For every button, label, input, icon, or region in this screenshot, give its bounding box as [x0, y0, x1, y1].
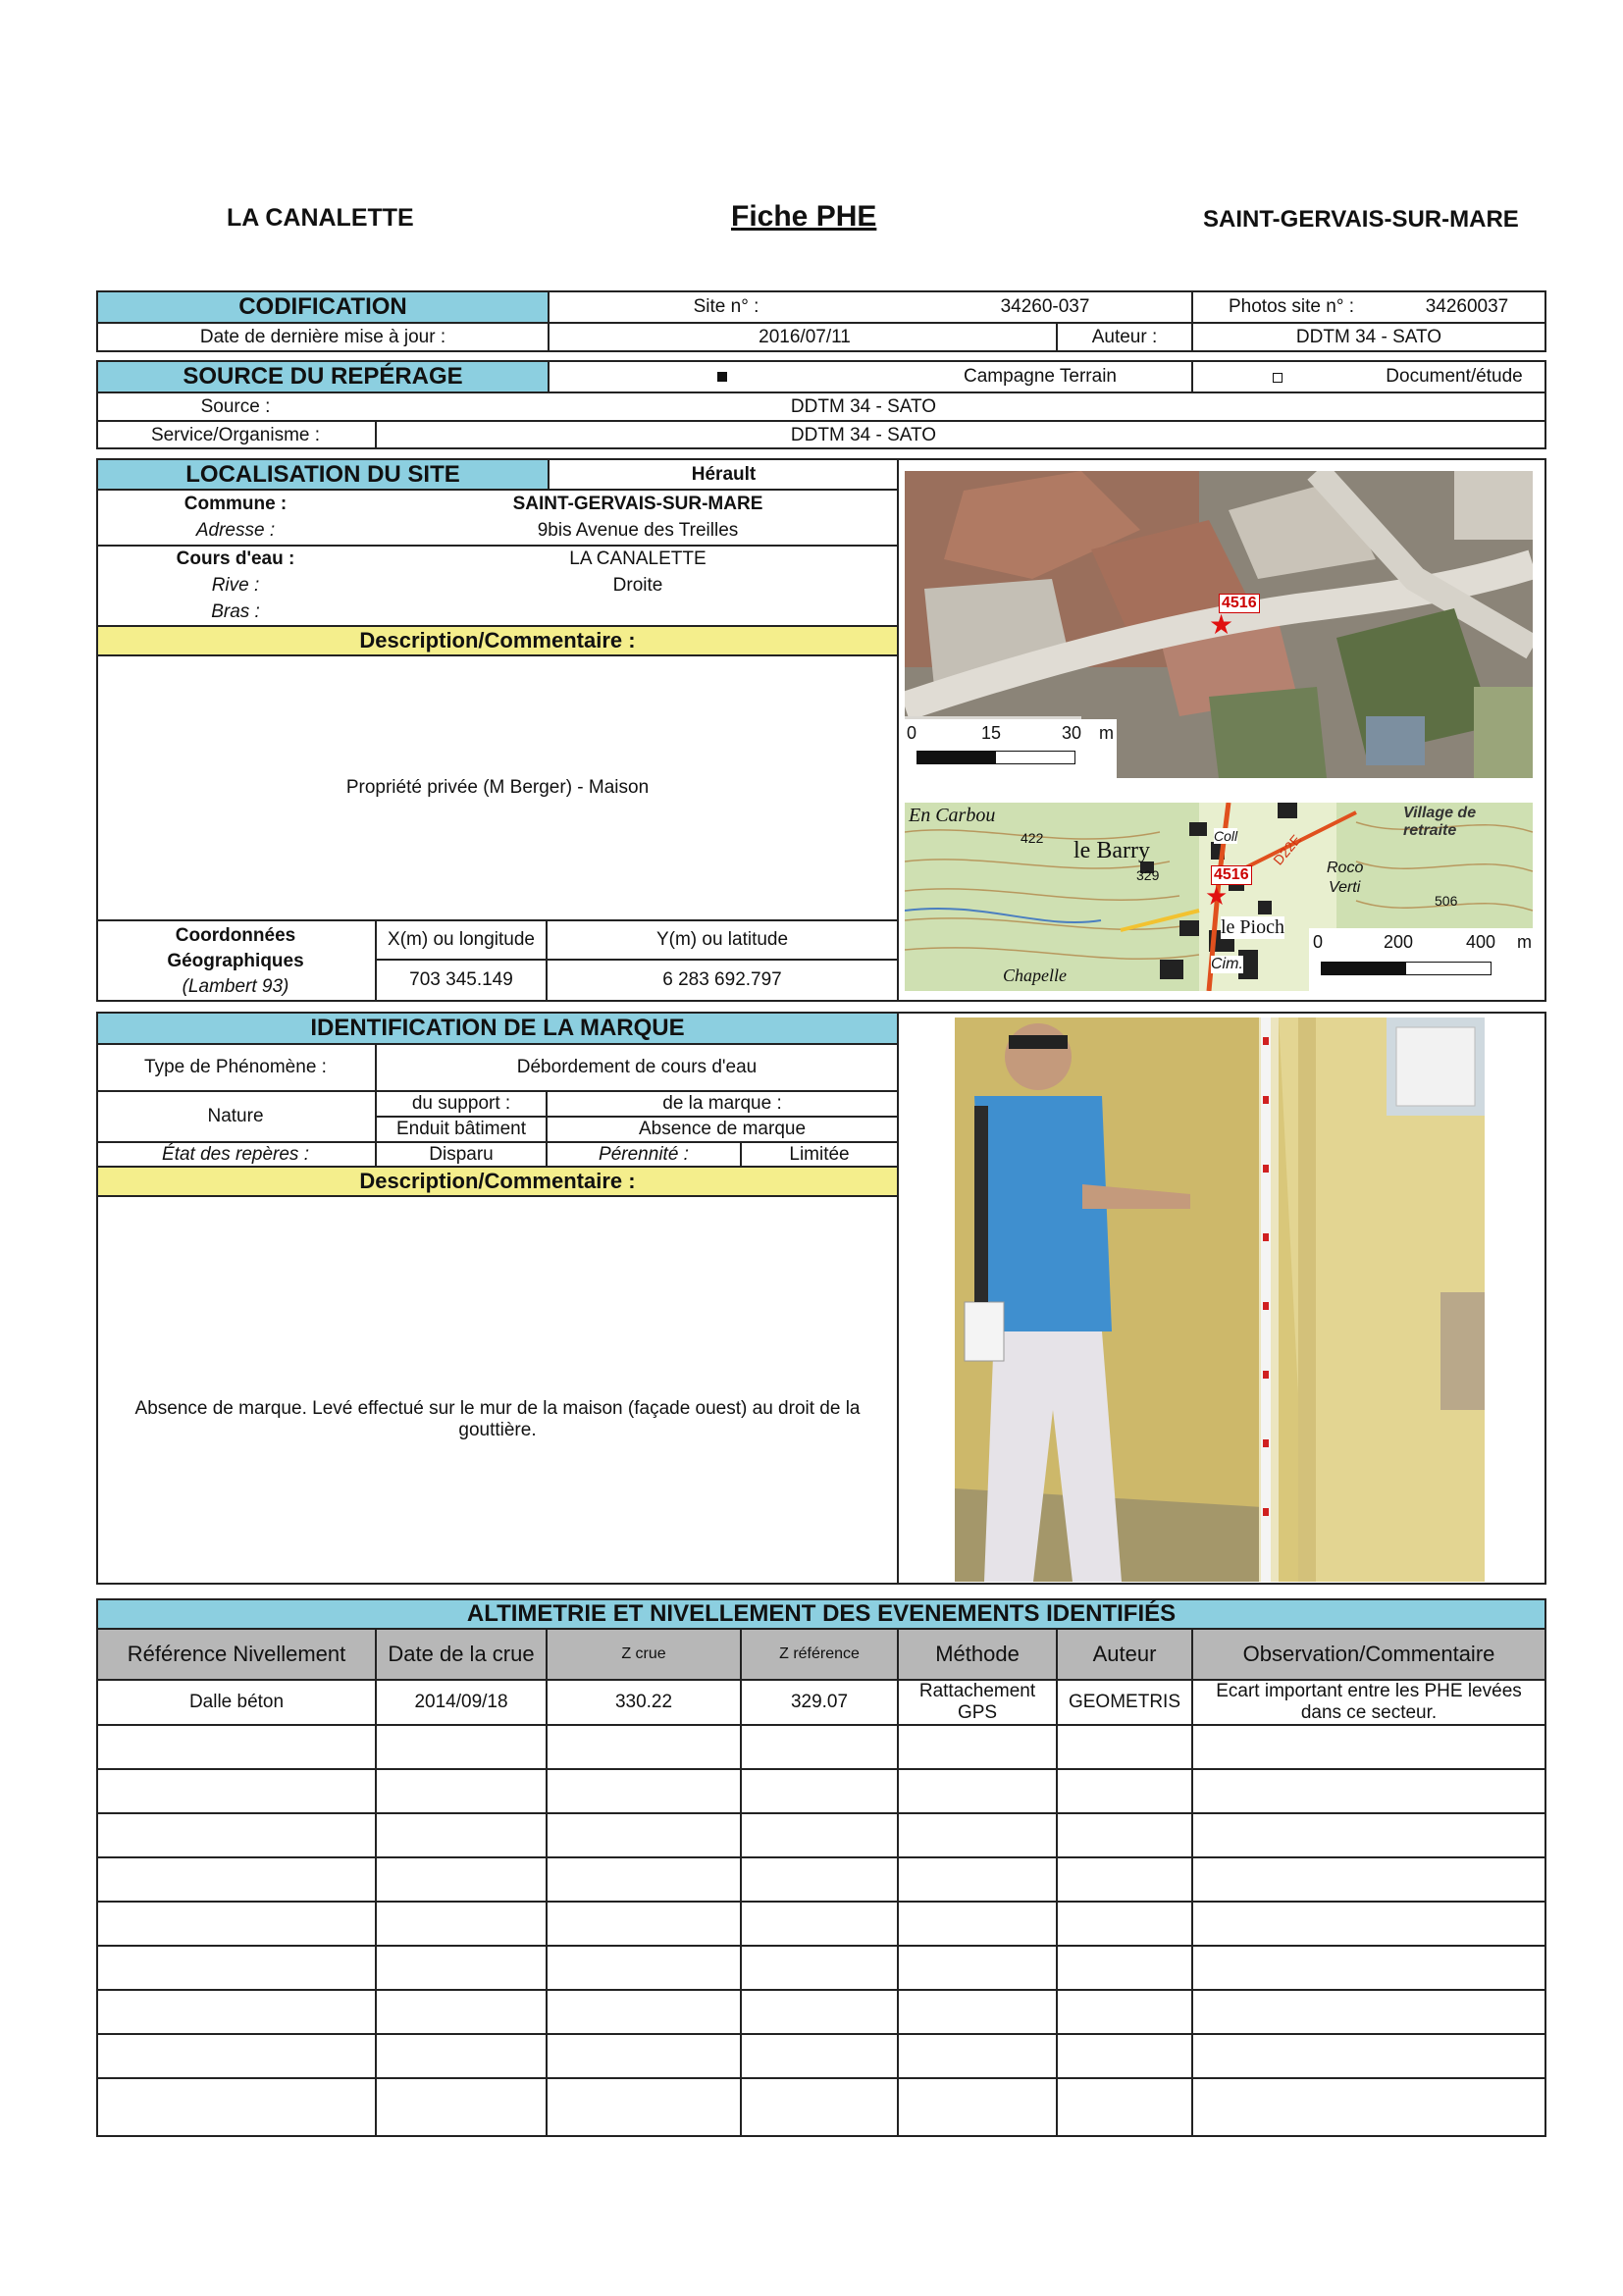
- support-value: Enduit bâtiment: [395, 1119, 527, 1140]
- departement: Hérault: [691, 464, 757, 486]
- identification-desc-text: Absence de marque. Levé effectué sur le mur de la maison (façade ouest) au droit de la gouttière.: [134, 1397, 861, 1440]
- localisation-title: LOCALISATION DU SITE: [98, 460, 548, 490]
- row-methode: Rattachement GPS: [918, 1681, 1036, 1723]
- row-zreference: 329.07: [790, 1692, 849, 1713]
- site-label: Site n° :: [693, 296, 759, 318]
- topo-scale-200: 200: [1384, 932, 1414, 952]
- topo-marker-label: 4516: [1211, 865, 1252, 885]
- photos-value: 34260037: [1425, 296, 1509, 318]
- perennite-value: Limitée: [789, 1143, 850, 1165]
- col-observation: Observation/Commentaire: [1193, 1630, 1544, 1679]
- site-value: 34260-037: [1000, 296, 1090, 318]
- coord-label-2: Géographiques: [167, 951, 304, 972]
- type-value: Débordement de cours d'eau: [516, 1057, 758, 1078]
- topo-label-cim: Cim.: [1211, 956, 1243, 972]
- source-title: SOURCE DU REPÉRAGE: [98, 362, 548, 391]
- cours-label: Cours d'eau :: [176, 548, 295, 569]
- marque-label: de la marque :: [662, 1093, 782, 1115]
- etat-value: Disparu: [429, 1143, 494, 1165]
- rive-value: Droite: [612, 574, 663, 596]
- identification-desc-title: Description/Commentaire :: [98, 1166, 897, 1197]
- aerial-scale-30: 30: [1062, 723, 1082, 743]
- topo-label-village: Village de retraite: [1403, 805, 1477, 839]
- source-label: Source :: [200, 395, 271, 417]
- rive-label: Rive :: [211, 574, 260, 596]
- altimetrie-title: ALTIMETRIE ET NIVELLEMENT DES EVENEMENTS IDENTIFIÉS: [98, 1600, 1544, 1628]
- coord-label-1: Coordonnées: [175, 925, 296, 947]
- topo-label-d22e: D22E: [1270, 831, 1304, 868]
- date-value: 2016/07/11: [759, 326, 851, 347]
- col-zcrue: Z crue: [548, 1630, 740, 1679]
- commune-label: Commune :: [183, 493, 288, 514]
- etat-label: État des repères :: [162, 1143, 309, 1165]
- aerial-scale-15: 15: [981, 723, 1002, 743]
- document-checkbox[interactable]: [1273, 373, 1283, 383]
- adresse-label: Adresse :: [195, 519, 276, 541]
- topo-scale-box: [1309, 928, 1533, 991]
- page-title: Fiche PHE: [731, 200, 877, 233]
- topo-marker-star-icon: ★: [1205, 881, 1229, 911]
- row-date: 2014/09/18: [414, 1692, 508, 1713]
- support-label: du support :: [411, 1093, 511, 1115]
- source-value: DDTM 34 - SATO: [790, 395, 937, 417]
- x-value: 703 345.149: [409, 969, 513, 991]
- topo-label-carbou: En Carbou: [909, 805, 996, 826]
- aerial-scale-0: 0: [907, 723, 917, 743]
- perennite-label: Pérennité :: [599, 1143, 689, 1165]
- topo-label-506: 506: [1435, 893, 1458, 909]
- row-auteur: GEOMETRIS: [1068, 1692, 1180, 1713]
- topo-label-verti: Verti: [1329, 879, 1361, 896]
- date-label: Date de dernière mise à jour :: [199, 326, 446, 347]
- x-label: X(m) ou longitude: [388, 929, 535, 951]
- col-zreference: Z référence: [742, 1630, 897, 1679]
- topo-label-329: 329: [1136, 867, 1160, 883]
- topo-label-roco: Roco: [1327, 860, 1364, 876]
- mark-photo: [955, 1018, 1485, 1582]
- aerial-map: [905, 471, 1533, 778]
- row-zcrue: 330.22: [614, 1692, 673, 1713]
- marque-value: Absence de marque: [638, 1119, 807, 1140]
- topo-scale-400: 400: [1466, 932, 1496, 952]
- col-reference: Référence Nivellement: [98, 1630, 375, 1679]
- document-label: Document/étude: [1386, 366, 1523, 388]
- topo-label-422: 422: [1021, 830, 1044, 846]
- cours-value: LA CANALETTE: [569, 548, 707, 569]
- auteur-value: DDTM 34 - SATO: [1295, 326, 1442, 347]
- identification-title: IDENTIFICATION DE LA MARQUE: [98, 1014, 897, 1043]
- col-auteur: Auteur: [1058, 1630, 1191, 1679]
- codification-title: CODIFICATION: [98, 292, 548, 322]
- coord-label-3: (Lambert 93): [182, 976, 289, 998]
- header-left: LA CANALETTE: [227, 204, 414, 232]
- commune-value: SAINT-GERVAIS-SUR-MARE: [512, 493, 763, 514]
- service-value: DDTM 34 - SATO: [790, 424, 937, 445]
- localisation-desc-text: Propriété privée (M Berger) - Maison: [345, 777, 650, 799]
- col-methode: Méthode: [899, 1630, 1056, 1679]
- auteur-label: Auteur :: [1091, 326, 1158, 347]
- aerial-marker-star-icon: ★: [1209, 609, 1234, 640]
- nature-label: Nature: [207, 1106, 264, 1127]
- y-label: Y(m) ou latitude: [655, 929, 789, 951]
- header-right: SAINT-GERVAIS-SUR-MARE: [1203, 206, 1519, 233]
- bras-label: Bras :: [211, 600, 260, 622]
- aerial-marker-label: 4516: [1219, 594, 1260, 613]
- aerial-scale-unit: m: [1099, 723, 1114, 743]
- photos-label: Photos site n° :: [1229, 296, 1354, 318]
- localisation-desc-title: Description/Commentaire :: [98, 625, 897, 656]
- campagne-checkbox-checked[interactable]: [717, 372, 727, 382]
- y-value: 6 283 692.797: [662, 969, 782, 991]
- col-date: Date de la crue: [377, 1630, 546, 1679]
- campagne-label: Campagne Terrain: [964, 366, 1117, 388]
- aerial-scale-box: [905, 719, 1117, 778]
- row-observation: Ecart important entre les PHE levées dans ce secteur.: [1216, 1681, 1522, 1723]
- adresse-value: 9bis Avenue des Treilles: [537, 519, 739, 541]
- topo-scale-unit: m: [1517, 932, 1532, 952]
- type-label: Type de Phénomène :: [144, 1057, 327, 1078]
- topo-label-pioch: le Pioch: [1221, 916, 1284, 938]
- topo-label-coll: Coll: [1214, 828, 1238, 844]
- topo-map: [905, 803, 1533, 991]
- topo-label-barry: le Barry: [1073, 838, 1150, 863]
- topo-label-chapelle: Chapelle: [1003, 965, 1067, 985]
- service-label: Service/Organisme :: [150, 424, 321, 445]
- topo-scale-0: 0: [1313, 932, 1324, 952]
- row-reference: Dalle béton: [188, 1692, 285, 1713]
